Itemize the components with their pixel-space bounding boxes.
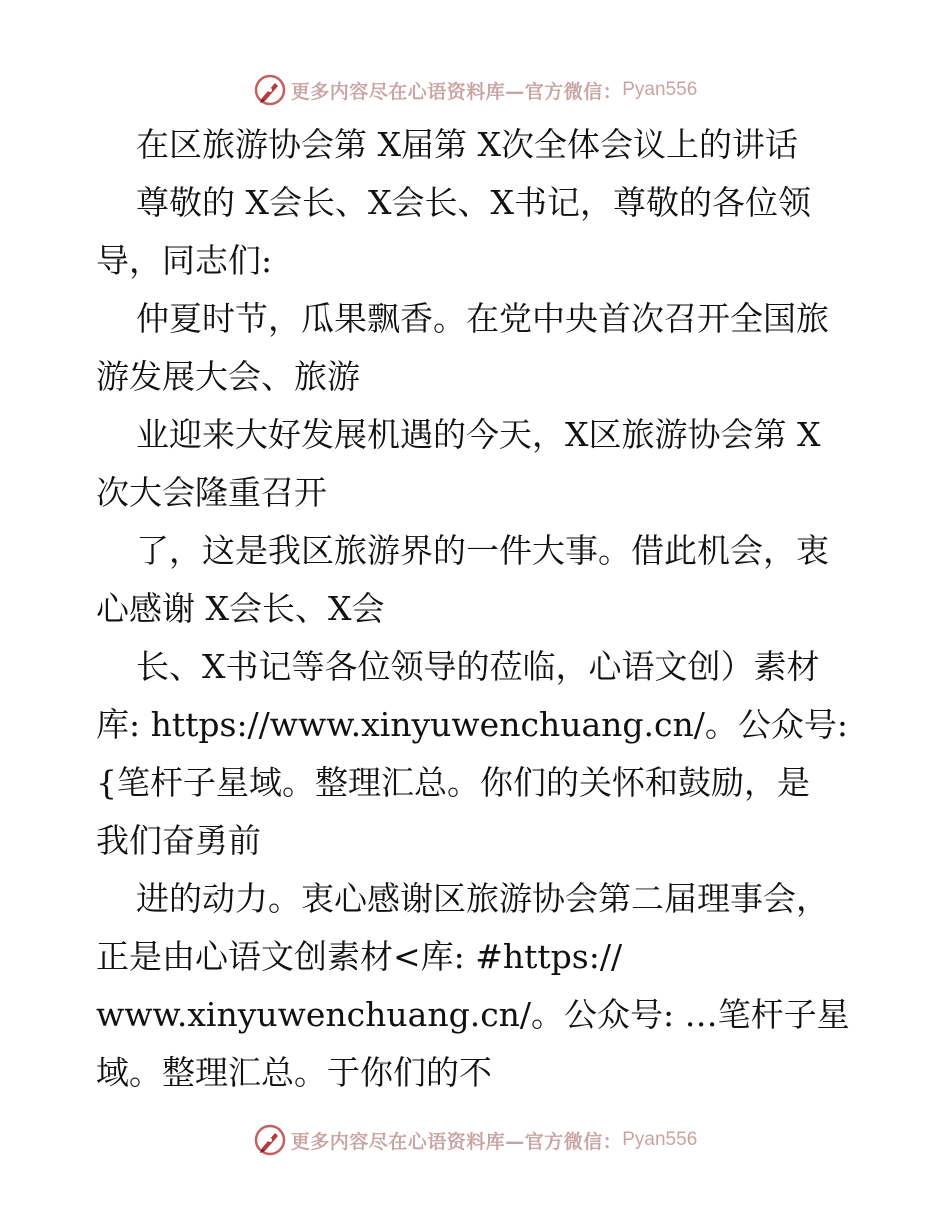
text-line: 域。整理汇总。于你们的不 (96, 1053, 492, 1092)
text-line: 正是由心语文创素材<库: #https:// (96, 937, 623, 976)
text-line: 库: https://www.xinyuwenchuang.cn/。公众号: (96, 705, 848, 744)
pen-logo-icon (253, 73, 287, 107)
text-line: 进的动力。衷心感谢区旅游协会第二届理事会， (136, 879, 829, 918)
pen-logo-icon (253, 1123, 287, 1157)
text-line: 游发展大会、旅游 (96, 357, 360, 396)
watermark-text: 更多内容尽在心语资料库—官方微信： (290, 1130, 623, 1153)
watermark-text: 更多内容尽在心语资料库—官方微信： (290, 80, 623, 103)
text-line: {笔杆子星域。整理汇总。你们的关怀和鼓励，是 (96, 763, 810, 802)
text-line: 在区旅游协会第 X届第 X次全体会议上的讲话 (136, 125, 798, 164)
document-body (96, 116, 856, 1102)
text-line: 我们奋勇前 (96, 821, 261, 860)
watermark-contact: Pyan556 (622, 79, 698, 100)
text-line: 心感谢 X会长、X会 (96, 589, 385, 628)
text-line: 长、X书记等各位领导的莅临，心语文创）素材 (136, 647, 820, 686)
text-line: 仲夏时节，瓜果飘香。在党中央首次召开全国旅 (136, 299, 829, 338)
footer-watermark (0, 1122, 950, 1158)
text-line: www.xinyuwenchuang.cn/。公众号: …笔杆子星 (96, 995, 850, 1034)
text-line: 导，同志们: (96, 241, 273, 280)
text-line: 业迎来大好发展机遇的今天，X区旅游协会第 X (136, 415, 821, 454)
text-line: 了，这是我区旅游界的一件大事。借此机会，衷 (136, 531, 829, 570)
text-line: 尊敬的 X会长、X会长、X书记，尊敬的各位领 (136, 183, 811, 222)
text-line: 次大会隆重召开 (96, 473, 327, 512)
header-watermark (0, 72, 950, 108)
watermark-contact: Pyan556 (622, 1129, 698, 1150)
